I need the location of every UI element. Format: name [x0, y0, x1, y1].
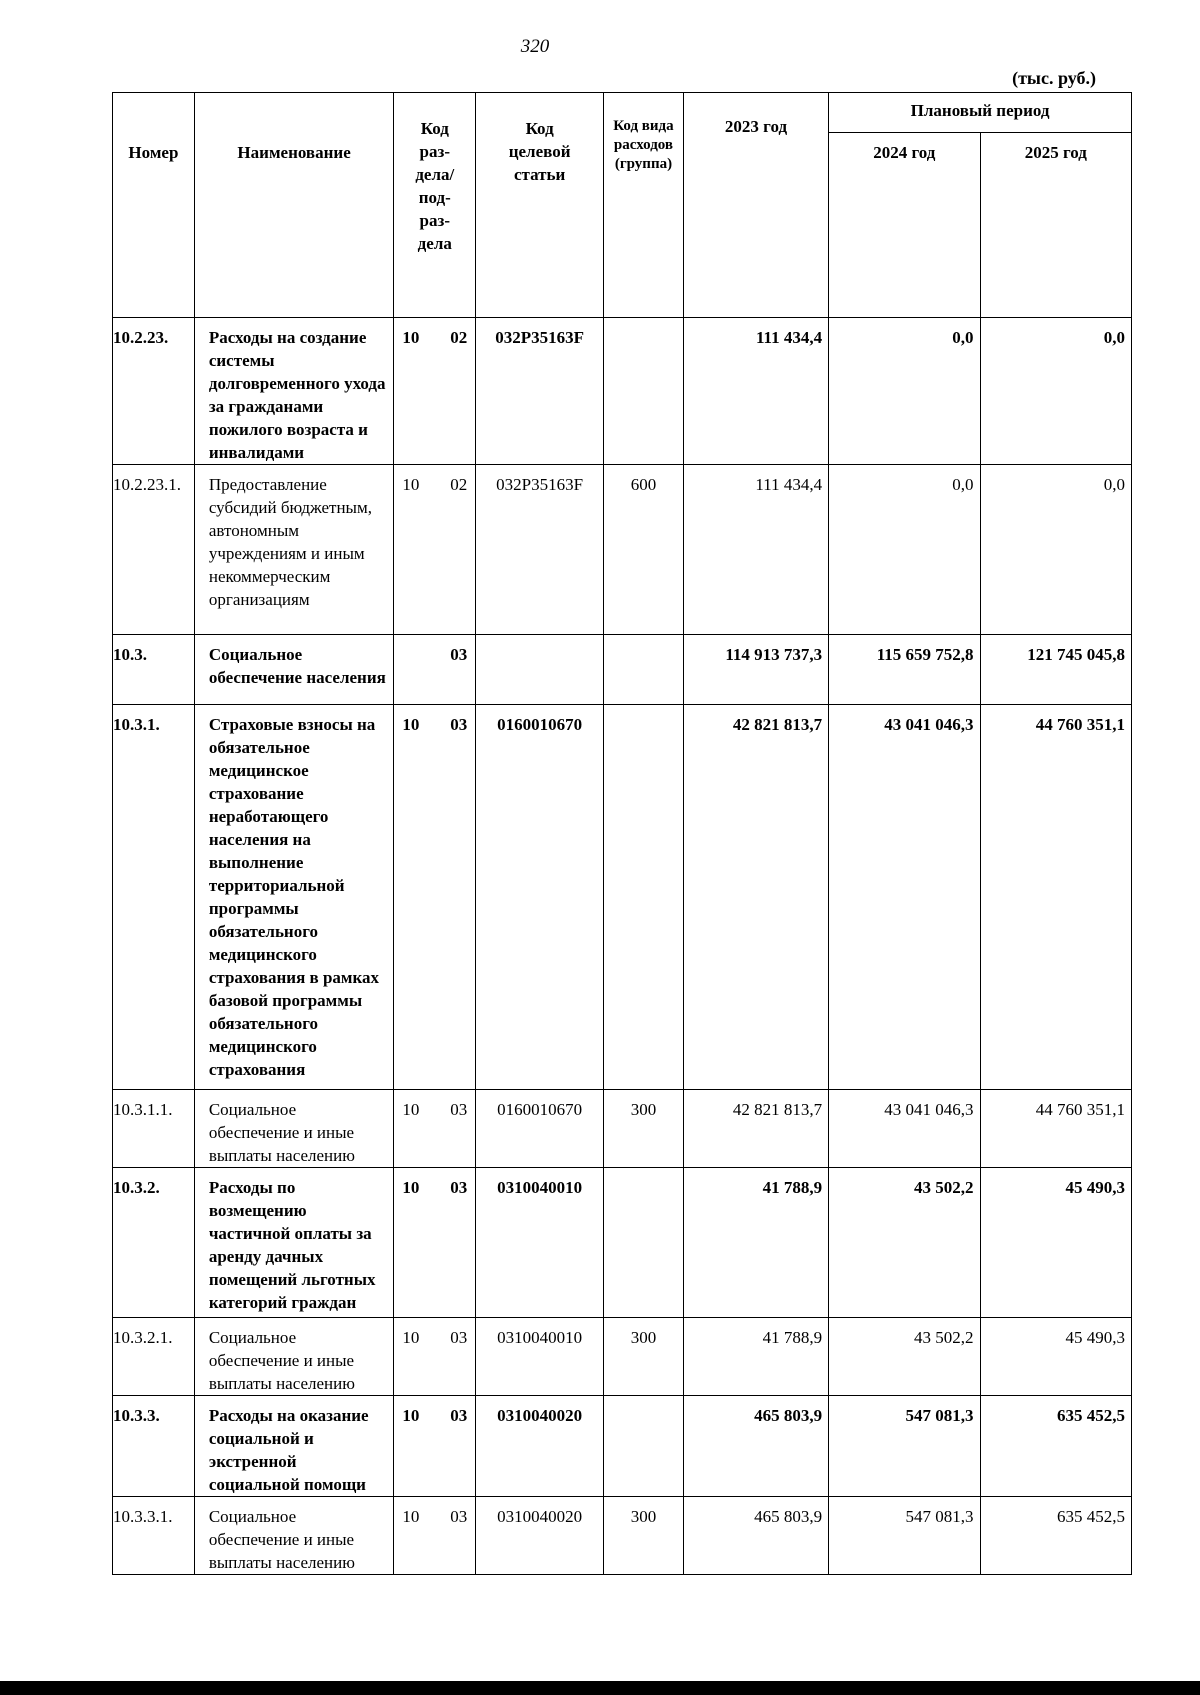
row-value-2025: 45 490,3 [980, 1318, 1131, 1396]
row-subsection: 02 [450, 328, 468, 347]
row-section-code [394, 465, 476, 635]
row-value-2024: 547 081,3 [829, 1497, 980, 1575]
row-section-code [394, 635, 476, 705]
row-value-2024: 43 502,2 [829, 1318, 980, 1396]
row-section: 10 [402, 1507, 420, 1526]
row-number: 10.3. [113, 635, 195, 705]
row-subsection: 02 [450, 475, 468, 494]
row-section: 10 [402, 328, 420, 347]
row-target-code [476, 635, 604, 705]
row-name: Страховые взносы на обязательное медицинское страхование неработающего населения на выполнение территориальной программы обязательного медицинского страхования в рамках базовой программы обязательного медицинского страхования [194, 705, 394, 1090]
row-target-code: 0160010670 [476, 705, 604, 1090]
row-value-2024: 43 502,2 [829, 1168, 980, 1318]
scan-border [0, 1681, 1200, 1695]
row-number: 10.2.23.1. [113, 465, 195, 635]
row-name: Расходы на создание системы долговременного ухода за гражданами пожилого возраста и инвалидами [194, 318, 394, 465]
row-name: Социальное обеспечение и иные выплаты населению [194, 1318, 394, 1396]
row-value-2025: 635 452,5 [980, 1396, 1131, 1497]
table-row [113, 635, 1132, 705]
row-name: Предоставление субсидий бюджетным, автономным учреждениям и иным некоммерческим организациям [194, 465, 394, 635]
row-value-2024: 0,0 [829, 318, 980, 465]
row-value-2023: 42 821 813,7 [683, 705, 828, 1090]
row-section: 10 [402, 1406, 420, 1425]
row-value-2025: 45 490,3 [980, 1168, 1131, 1318]
row-subsection: 03 [450, 1406, 468, 1425]
table-row [113, 318, 1132, 465]
row-value-2025: 121 745 045,8 [980, 635, 1131, 705]
row-name: Социальное обеспечение и иные выплаты населению [194, 1497, 394, 1575]
row-value-2024: 115 659 752,8 [829, 635, 980, 705]
header-name: Наименование [194, 93, 394, 318]
header-number: Номер [113, 93, 195, 318]
row-expense-kind [604, 705, 684, 1090]
row-value-2023: 465 803,9 [683, 1497, 828, 1575]
row-value-2025: 635 452,5 [980, 1497, 1131, 1575]
row-section: 10 [402, 715, 420, 734]
table-row [113, 1497, 1132, 1575]
row-expense-kind [604, 1168, 684, 1318]
row-target-code: 0310040020 [476, 1497, 604, 1575]
header-expense-kind: Код вида расходов (группа) [604, 93, 684, 318]
row-name: Социальное обеспечение и иные выплаты населению [194, 1090, 394, 1168]
row-expense-kind: 300 [604, 1090, 684, 1168]
row-value-2023: 41 788,9 [683, 1168, 828, 1318]
row-expense-kind: 300 [604, 1497, 684, 1575]
row-subsection: 03 [450, 1507, 468, 1526]
row-section-code [394, 318, 476, 465]
row-expense-kind [604, 1396, 684, 1497]
row-expense-kind: 600 [604, 465, 684, 635]
row-number: 10.3.1.1. [113, 1090, 195, 1168]
row-value-2025: 0,0 [980, 318, 1131, 465]
table-row [113, 1168, 1132, 1318]
row-number: 10.3.2.1. [113, 1318, 195, 1396]
row-section-code [394, 1168, 476, 1318]
header-2023: 2023 год [683, 93, 828, 318]
row-value-2024: 43 041 046,3 [829, 705, 980, 1090]
row-expense-kind [604, 318, 684, 465]
row-target-code: 0160010670 [476, 1090, 604, 1168]
row-section: 10 [402, 1328, 420, 1347]
page-number: 320 [520, 36, 550, 57]
row-number: 10.3.2. [113, 1168, 195, 1318]
row-subsection: 03 [450, 1328, 468, 1347]
header-target-code: Код целевой статьи [476, 93, 604, 318]
row-value-2023: 111 434,4 [683, 465, 828, 635]
row-value-2024: 43 041 046,3 [829, 1090, 980, 1168]
row-value-2023: 41 788,9 [683, 1318, 828, 1396]
row-number: 10.3.3.1. [113, 1497, 195, 1575]
row-subsection: 03 [450, 1178, 468, 1197]
row-number: 10.3.1. [113, 705, 195, 1090]
row-value-2023: 42 821 813,7 [683, 1090, 828, 1168]
budget-table [112, 92, 1132, 1575]
header-planned-period: Плановый период [829, 93, 1132, 133]
row-section-code [394, 1318, 476, 1396]
header-section-code: Код раз-дела/ под-раз-дела [394, 93, 476, 318]
table-body [113, 318, 1132, 1575]
header-2024: 2024 год [829, 133, 980, 318]
row-target-code: 0310040010 [476, 1168, 604, 1318]
row-expense-kind: 300 [604, 1318, 684, 1396]
table-row [113, 465, 1132, 635]
header-2025: 2025 год [980, 133, 1131, 318]
row-number: 10.3.3. [113, 1396, 195, 1497]
row-value-2023: 114 913 737,3 [683, 635, 828, 705]
row-target-code: 032P35163F [476, 318, 604, 465]
row-expense-kind [604, 635, 684, 705]
row-name: Социальное обеспечение населения [194, 635, 394, 705]
row-target-code: 0310040010 [476, 1318, 604, 1396]
row-section-code [394, 1396, 476, 1497]
row-number: 10.2.23. [113, 318, 195, 465]
units-label: (тыс. руб.) [1012, 68, 1096, 88]
row-subsection: 03 [450, 715, 468, 734]
row-value-2023: 465 803,9 [683, 1396, 828, 1497]
row-value-2025: 0,0 [980, 465, 1131, 635]
row-section: 10 [402, 1100, 420, 1119]
row-value-2025: 44 760 351,1 [980, 1090, 1131, 1168]
row-section-code [394, 1090, 476, 1168]
table-row [113, 1396, 1132, 1497]
row-target-code: 0310040020 [476, 1396, 604, 1497]
row-subsection: 03 [450, 1100, 468, 1119]
row-value-2025: 44 760 351,1 [980, 705, 1131, 1090]
row-subsection: 03 [450, 645, 468, 664]
table-row [113, 1090, 1132, 1168]
table-row [113, 1318, 1132, 1396]
table-header [113, 93, 1132, 318]
row-section-code [394, 705, 476, 1090]
row-target-code: 032P35163F [476, 465, 604, 635]
row-value-2024: 547 081,3 [829, 1396, 980, 1497]
table-row [113, 705, 1132, 1090]
row-name: Расходы по возмещению частичной оплаты за аренду дачных помещений льготных категорий граждан [194, 1168, 394, 1318]
row-value-2023: 111 434,4 [683, 318, 828, 465]
row-section: 10 [402, 475, 420, 494]
row-name: Расходы на оказание социальной и экстренной социальной помощи [194, 1396, 394, 1497]
row-value-2024: 0,0 [829, 465, 980, 635]
row-section-code [394, 1497, 476, 1575]
row-section: 10 [402, 1178, 420, 1197]
